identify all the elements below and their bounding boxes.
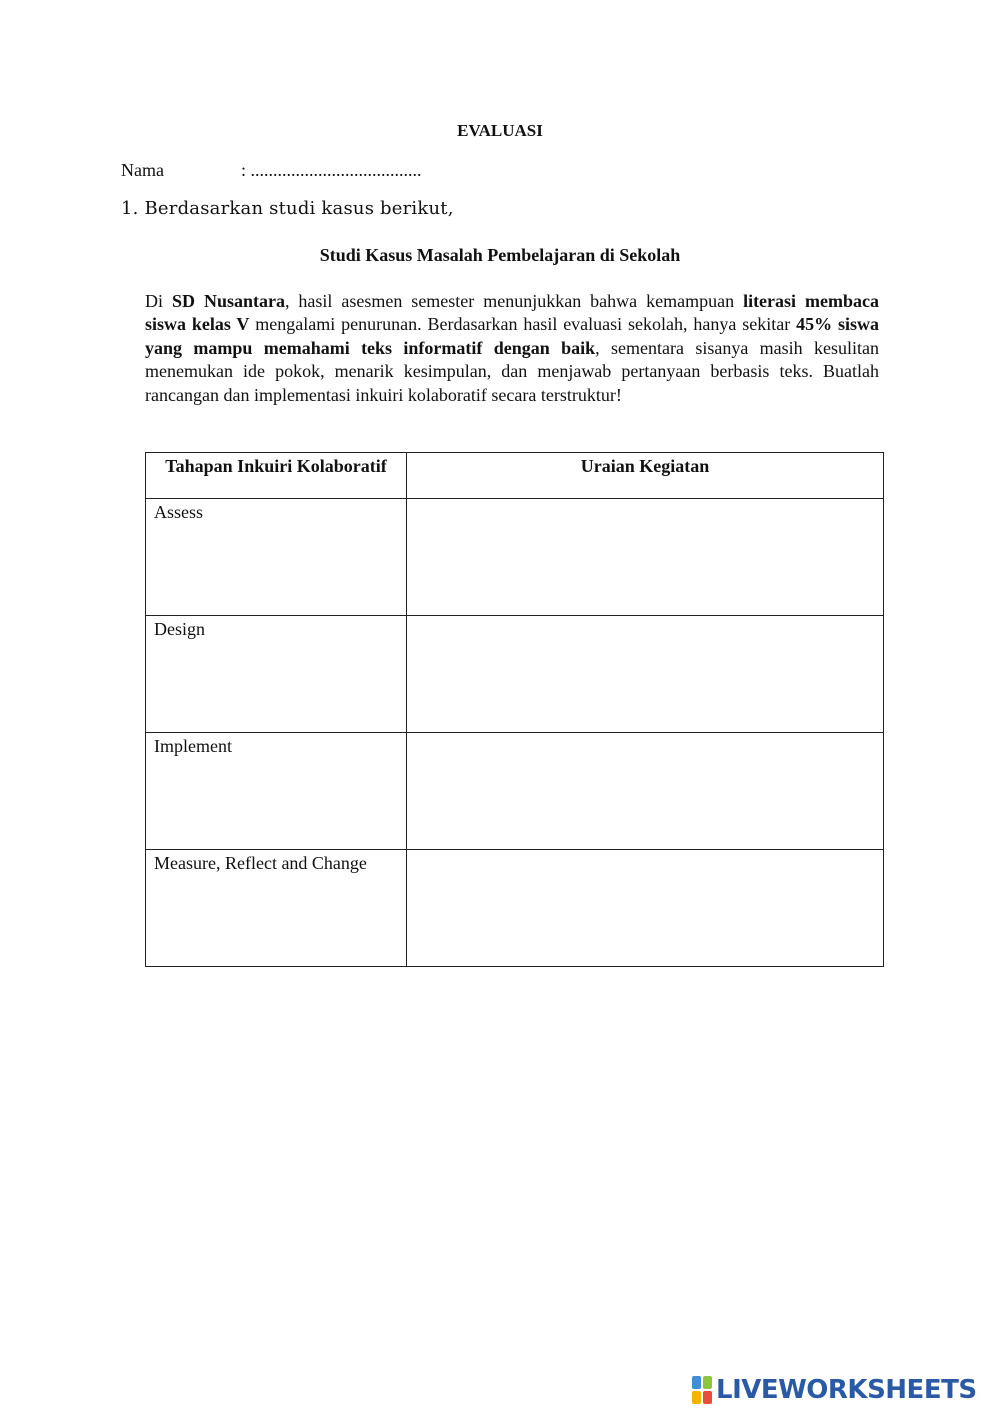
name-label: Nama	[121, 160, 164, 180]
stage-cell: Measure, Reflect and Change	[146, 850, 407, 967]
paragraph-text: mengalami penurunan. Berdasarkan hasil evaluasi sekolah, hanya sekitar	[249, 314, 797, 335]
table-row	[146, 733, 884, 850]
logo-square	[703, 1376, 712, 1389]
case-study-paragraph	[145, 290, 879, 407]
table-header-row	[146, 453, 884, 499]
liveworksheets-logo[interactable]	[692, 1373, 977, 1407]
logo-square	[692, 1391, 701, 1404]
paragraph-bold: literasi membaca siswa kelas V	[145, 291, 879, 335]
inquiry-table	[145, 452, 884, 967]
paragraph-bold: 45% siswa yang mampu memahami teks informatif dengan baik	[145, 314, 879, 358]
stage-cell: Implement	[146, 733, 407, 850]
activity-answer-cell[interactable]	[407, 850, 884, 967]
activity-answer-cell[interactable]	[407, 499, 884, 616]
paragraph-text: , sementara sisanya masih kesulitan menemukan ide pokok, menarik kesimpulan, dan menjawab pertanyaan berbasis teks. Buatlah rancangan dan implementasi inkuiri kolaboratif secara terstruktur!	[145, 337, 879, 405]
activity-answer-cell[interactable]	[407, 733, 884, 850]
stage-cell: Assess	[146, 499, 407, 616]
header-activity: Uraian Kegiatan	[407, 453, 884, 499]
stage-cell: Design	[146, 616, 407, 733]
header-stage: Tahapan Inkuiri Kolaboratif	[146, 453, 407, 499]
paragraph-text: Di	[145, 291, 172, 311]
logo-mark-icon	[692, 1376, 712, 1404]
paragraph-text: , hasil asesmen semester menunjukkan bahwa kemampuan	[284, 291, 744, 311]
table-row	[146, 616, 884, 733]
logo-square	[703, 1391, 712, 1404]
page-title: EVALUASI	[457, 121, 543, 140]
table-row	[146, 850, 884, 967]
table-row	[146, 499, 884, 616]
question-text: 1. Berdasarkan studi kasus berikut,	[121, 198, 454, 219]
paragraph-bold: SD Nusantara	[171, 291, 285, 311]
logo-text: LIVEWORKSHEETS	[716, 1375, 977, 1405]
case-study-title: Studi Kasus Masalah Pembelajaran di Sekolah	[319, 245, 681, 265]
logo-square	[692, 1376, 701, 1389]
activity-answer-cell[interactable]	[407, 616, 884, 733]
name-field[interactable]: : ......................................	[241, 160, 422, 180]
